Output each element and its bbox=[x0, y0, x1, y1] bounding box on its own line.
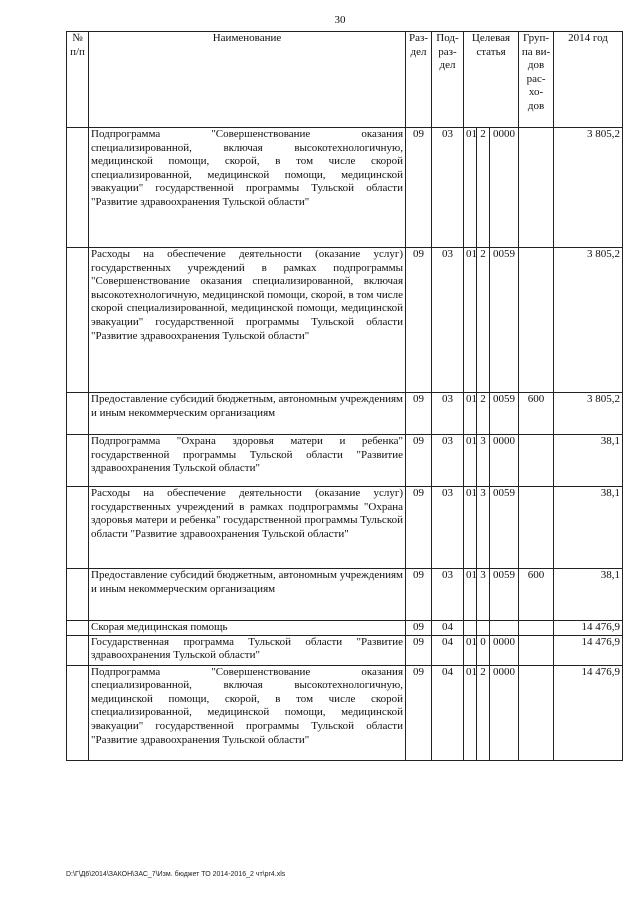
header-section: Раз- дел bbox=[406, 32, 432, 128]
row-subsection: 04 bbox=[432, 621, 464, 636]
row-target-subprogram: 3 bbox=[477, 569, 490, 621]
row-subsection: 03 bbox=[432, 128, 464, 248]
row-name: Предоставление субсидий бюджетным, автономным учреждениям и иным некоммерческим организациям bbox=[89, 569, 406, 621]
row-number bbox=[67, 128, 89, 248]
row-target-direction: 0000 bbox=[490, 635, 519, 665]
row-section: 09 bbox=[406, 665, 432, 760]
row-target-direction: 0059 bbox=[490, 248, 519, 393]
row-expense-group: 600 bbox=[519, 569, 554, 621]
row-name: Расходы на обеспечение деятельности (оказание услуг) государственных учреждений в рамках подпрограммы "Охрана здоровья матери и ребенка" государственной программы Тульской области "Развитие здравоохранения Тульской области" bbox=[89, 487, 406, 569]
row-target-subprogram: 3 bbox=[477, 435, 490, 487]
row-amount: 38,1 bbox=[554, 487, 623, 569]
table-header-row bbox=[67, 32, 623, 128]
footer-file-path: D:\Г\Д6\2014\ЗАКОН\ЗАС_7\Изм. бюджет ТО 2014-2016_2 чт\pr4.xls bbox=[66, 871, 286, 878]
row-target-direction: 0059 bbox=[490, 393, 519, 435]
row-target-direction bbox=[490, 621, 519, 636]
row-name: Подпрограмма "Совершенствование оказания специализированной, включая высокотехнологичную, медицинской помощи, скорой, в том числе скорой специализированной, медицинской помощи, медицинской эвакуации" государственной программы Тульской области "Развитие здравоохранения Тульской области" bbox=[89, 665, 406, 760]
row-number bbox=[67, 487, 89, 569]
table-row bbox=[67, 665, 623, 760]
table-row bbox=[67, 435, 623, 487]
row-subsection: 04 bbox=[432, 665, 464, 760]
row-section: 09 bbox=[406, 435, 432, 487]
table-row bbox=[67, 621, 623, 636]
row-amount: 3 805,2 bbox=[554, 128, 623, 248]
row-section: 09 bbox=[406, 128, 432, 248]
row-name: Подпрограмма "Охрана здоровья матери и ребенка" государственной программы Тульской области "Развитие здравоохранения Тульской области" bbox=[89, 435, 406, 487]
table-row bbox=[67, 248, 623, 393]
row-target-program bbox=[464, 621, 477, 636]
row-subsection: 04 bbox=[432, 635, 464, 665]
row-section: 09 bbox=[406, 487, 432, 569]
row-expense-group bbox=[519, 128, 554, 248]
row-amount: 3 805,2 bbox=[554, 393, 623, 435]
row-section: 09 bbox=[406, 393, 432, 435]
row-target-subprogram: 2 bbox=[477, 393, 490, 435]
row-target-subprogram: 0 bbox=[477, 635, 490, 665]
row-subsection: 03 bbox=[432, 569, 464, 621]
row-target-subprogram: 3 bbox=[477, 487, 490, 569]
row-section: 09 bbox=[406, 635, 432, 665]
row-name: Подпрограмма "Совершенствование оказания специализированной, включая высокотехнологичную, медицинской помощи, скорой, в том числе скорой специализированной, медицинской помощи, медицинской эвакуации" государственной программы Тульской области "Развитие здравоохранения Тульской области" bbox=[89, 128, 406, 248]
budget-table bbox=[66, 31, 623, 761]
header-expense-group: Груп- па ви- дов рас- хо- дов bbox=[519, 32, 554, 128]
row-name: Скорая медицинская помощь bbox=[89, 621, 406, 636]
row-expense-group bbox=[519, 635, 554, 665]
table-row bbox=[67, 393, 623, 435]
row-amount: 14 476,9 bbox=[554, 635, 623, 665]
row-target-subprogram bbox=[477, 621, 490, 636]
row-number bbox=[67, 435, 89, 487]
row-amount: 14 476,9 bbox=[554, 621, 623, 636]
row-target-program: 01 bbox=[464, 665, 477, 760]
row-expense-group bbox=[519, 621, 554, 636]
header-target-article: Целевая статья bbox=[464, 32, 519, 128]
row-number bbox=[67, 393, 89, 435]
row-number bbox=[67, 665, 89, 760]
header-subsection: Под- раз- дел bbox=[432, 32, 464, 128]
row-expense-group: 600 bbox=[519, 393, 554, 435]
row-target-program: 01 bbox=[464, 435, 477, 487]
row-expense-group bbox=[519, 248, 554, 393]
row-expense-group bbox=[519, 435, 554, 487]
row-target-subprogram: 2 bbox=[477, 665, 490, 760]
table-row bbox=[67, 128, 623, 248]
row-amount: 14 476,9 bbox=[554, 665, 623, 760]
row-section: 09 bbox=[406, 569, 432, 621]
row-target-direction: 0059 bbox=[490, 569, 519, 621]
header-year: 2014 год bbox=[554, 32, 623, 128]
row-section: 09 bbox=[406, 621, 432, 636]
row-amount: 38,1 bbox=[554, 435, 623, 487]
row-name: Государственная программа Тульской области "Развитие здравоохранения Тульской области" bbox=[89, 635, 406, 665]
row-subsection: 03 bbox=[432, 393, 464, 435]
row-target-direction: 0000 bbox=[490, 435, 519, 487]
row-target-subprogram: 2 bbox=[477, 248, 490, 393]
row-target-program: 01 bbox=[464, 128, 477, 248]
row-subsection: 03 bbox=[432, 435, 464, 487]
row-expense-group bbox=[519, 487, 554, 569]
row-number bbox=[67, 248, 89, 393]
row-name: Предоставление субсидий бюджетным, автономным учреждениям и иным некоммерческим организациям bbox=[89, 393, 406, 435]
row-target-direction: 0000 bbox=[490, 665, 519, 760]
row-expense-group bbox=[519, 665, 554, 760]
row-number bbox=[67, 635, 89, 665]
row-target-program: 01 bbox=[464, 569, 477, 621]
row-amount: 38,1 bbox=[554, 569, 623, 621]
row-target-direction: 0059 bbox=[490, 487, 519, 569]
row-subsection: 03 bbox=[432, 487, 464, 569]
table-row bbox=[67, 635, 623, 665]
row-section: 09 bbox=[406, 248, 432, 393]
row-target-program: 01 bbox=[464, 248, 477, 393]
row-number bbox=[67, 621, 89, 636]
row-subsection: 03 bbox=[432, 248, 464, 393]
table-row bbox=[67, 487, 623, 569]
row-number bbox=[67, 569, 89, 621]
page-number: 30 bbox=[334, 14, 346, 26]
header-number: № п/п bbox=[67, 32, 89, 128]
row-target-direction: 0000 bbox=[490, 128, 519, 248]
table-row bbox=[67, 569, 623, 621]
row-target-subprogram: 2 bbox=[477, 128, 490, 248]
row-name: Расходы на обеспечение деятельности (оказание услуг) государственных учреждений в рамках подпрограммы "Совершенствование оказания специализированной, включая высокотехнологичную, медицинской помощи, скорой, в том числе скорой специализированной, медицинской помощи, медицинской эвакуации" государственной программы Тульской области "Развитие здравоохранения Тульской области" bbox=[89, 248, 406, 393]
header-name: Наименование bbox=[89, 32, 406, 128]
row-target-program: 01 bbox=[464, 487, 477, 569]
row-amount: 3 805,2 bbox=[554, 248, 623, 393]
row-target-program: 01 bbox=[464, 393, 477, 435]
row-target-program: 01 bbox=[464, 635, 477, 665]
